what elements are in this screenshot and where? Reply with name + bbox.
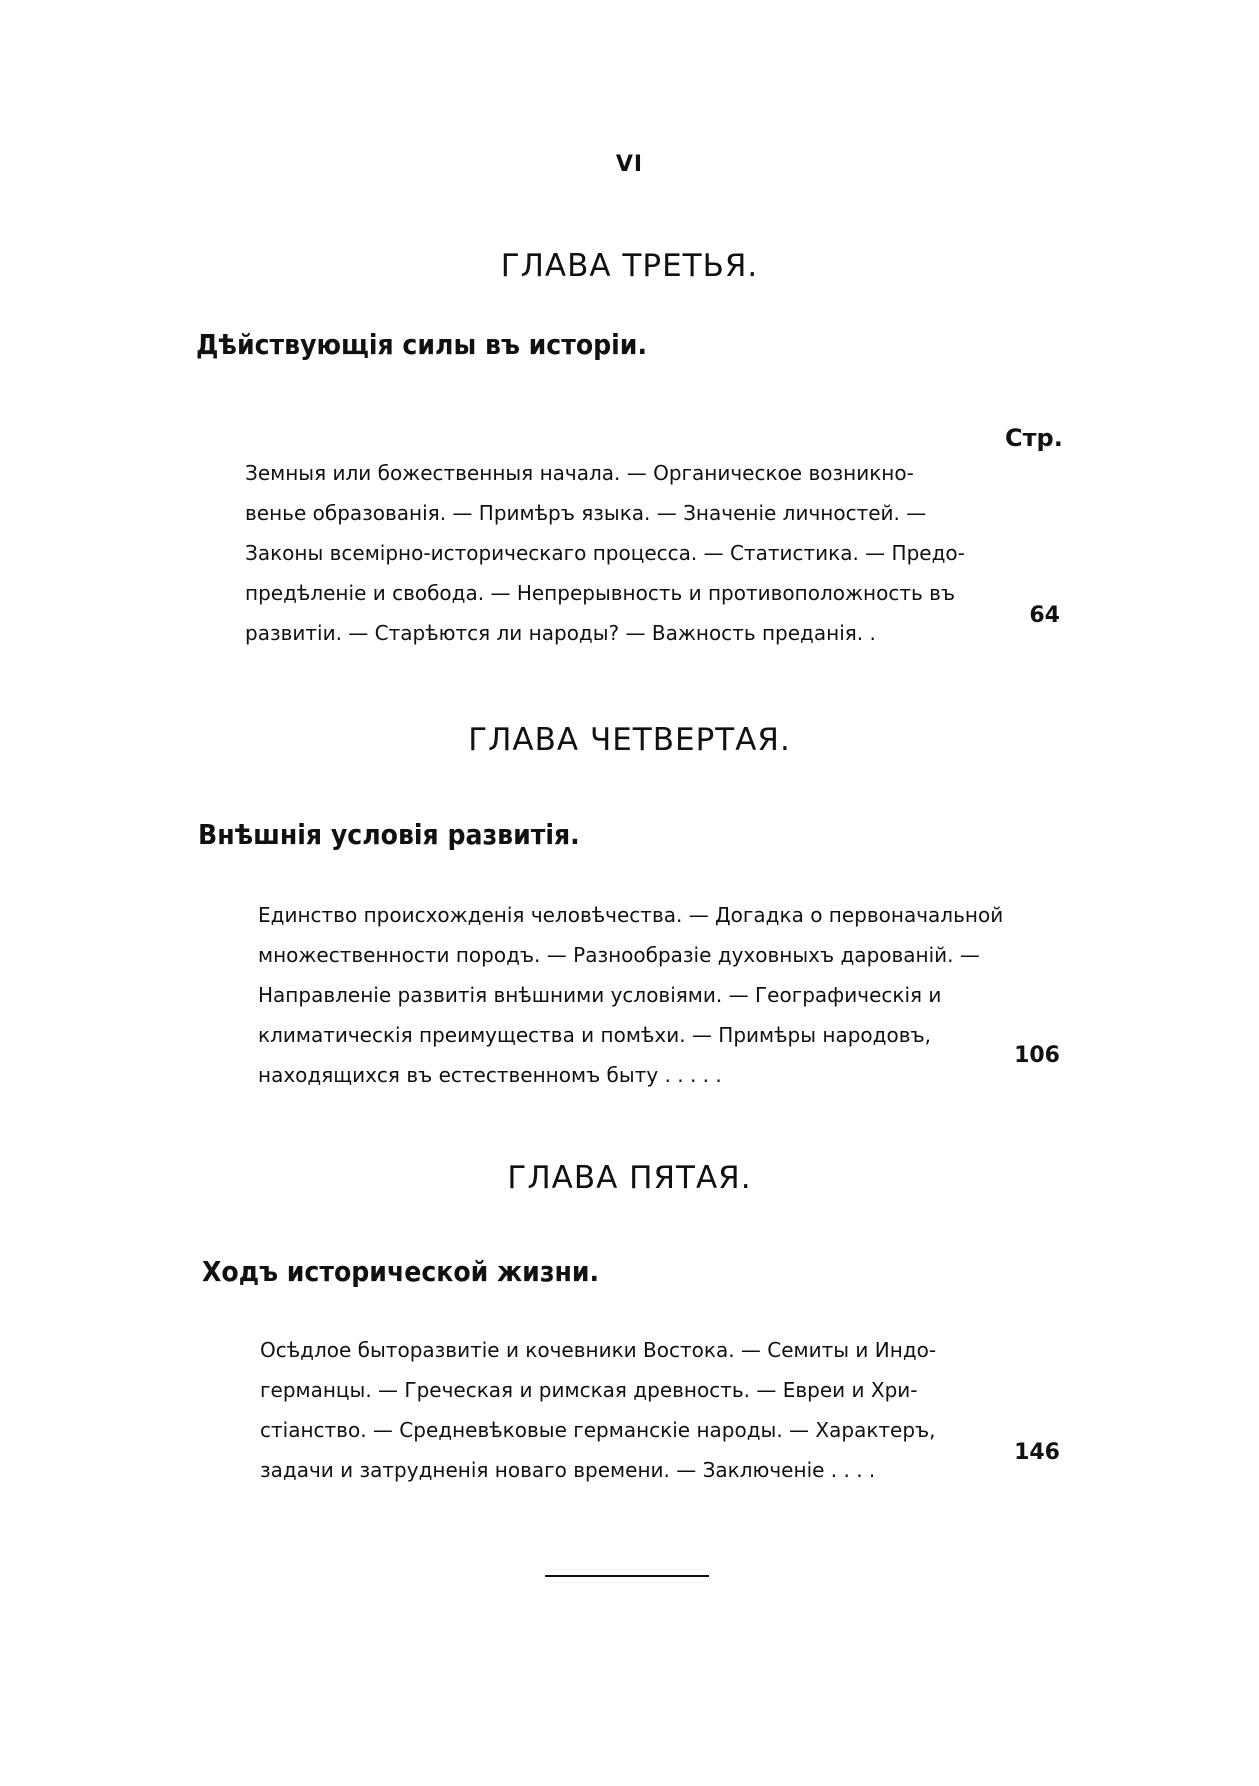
summary-line: стіанство. — Средневѣковые германскіе народы. — Характеръ, <box>260 1418 936 1442</box>
page-ref-4: 106 <box>1014 1043 1060 1068</box>
chapter-summary-4 <box>258 895 1010 1095</box>
summary-line: множественности породъ. — Разнообразіе духовныхъ дарованій. — <box>258 943 980 967</box>
summary-line: германцы. — Греческая и римская древность. — Евреи и Хри- <box>260 1378 918 1402</box>
chapter-summary-5 <box>260 1330 1012 1490</box>
page-column-label: Стр. <box>1005 424 1063 452</box>
summary-line: Единство происхожденія человѣчества. — Догадка о первоначальной <box>258 903 1004 927</box>
page-ref-3: 64 <box>1029 603 1060 628</box>
page-ref-5: 146 <box>1014 1440 1060 1465</box>
summary-line: венье образованія. — Примѣръ языка. — Значеніе личностей. — <box>245 501 927 525</box>
summary-line: Осѣдлое бытоpaзвитіе и кочевники Востока. — Семиты и Индо- <box>260 1338 937 1362</box>
summary-line: находящихся въ естественномъ быту . . . . . <box>258 1063 722 1087</box>
section-title-5: Ходъ исторической жизни. <box>202 1255 600 1288</box>
chapter-heading-3: ГЛАВА ТРЕТЬЯ. <box>500 248 759 284</box>
summary-line: Законы всемірно-историческаго процесса. — Статистика. — Предо- <box>245 541 965 565</box>
section-title-4: Внѣшнія условія развитія. <box>198 818 580 851</box>
chapter-summary-3 <box>245 453 1007 653</box>
summary-line: развитіи. — Старѣются ли народы? — Важность преданія. . <box>245 621 876 645</box>
summary-line: предѣленіе и свобода. — Непрерывность и противоположность въ <box>245 581 956 605</box>
summary-line: Направленіе развитія внѣшними условіями. — Географическія и <box>258 983 942 1007</box>
summary-line: задачи и затрудненія новаго времени. — Заключеніе . . . . <box>260 1458 876 1482</box>
chapter-heading-4: ГЛАВА ЧЕТВЕРТАЯ. <box>468 722 791 758</box>
chapter-heading-5: ГЛАВА ПЯТАЯ. <box>507 1160 752 1196</box>
page-number: VI <box>615 152 644 177</box>
closing-rule <box>545 1575 709 1577</box>
summary-line: Земныя или божественныя начала. — Органическое возникно- <box>245 461 914 485</box>
section-title-3: Дѣйствующія силы въ исторіи. <box>196 328 648 361</box>
summary-line: климатическія преимущества и помѣхи. — Примѣры народовъ, <box>258 1023 931 1047</box>
